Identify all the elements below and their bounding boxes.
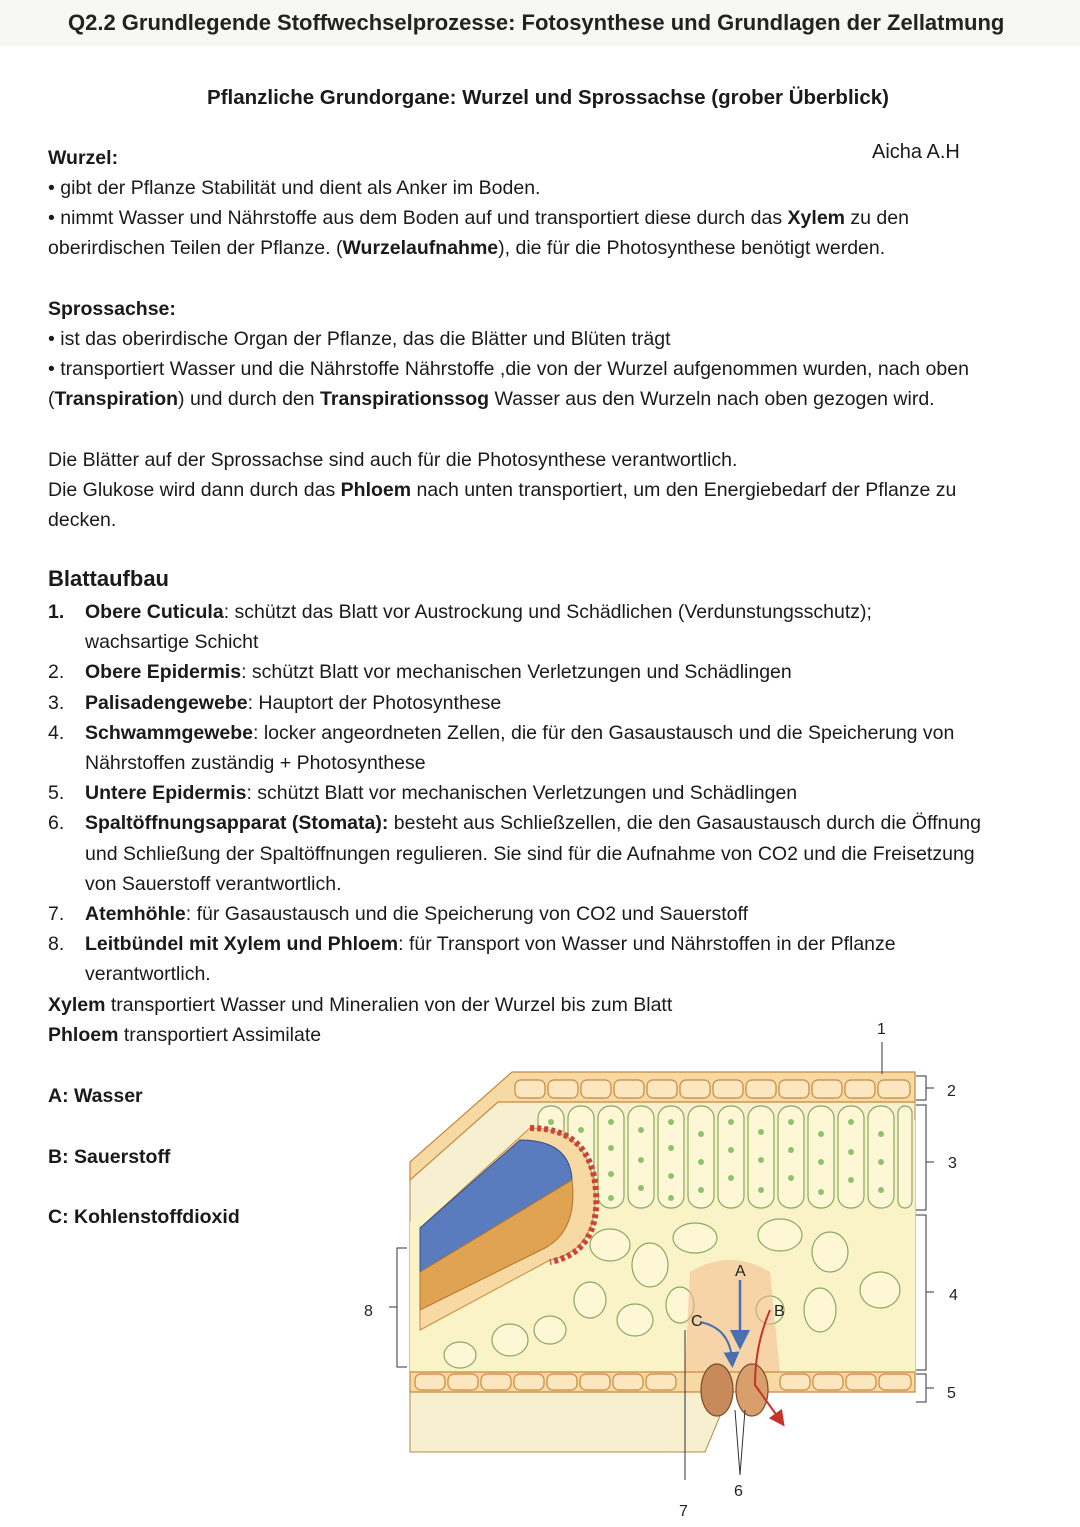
list-number: 5.: [48, 782, 65, 805]
text-run: nach unten transportiert, um den Energiebedarf der Pflanze zu: [411, 479, 957, 501]
list-item: [48, 688, 981, 718]
text-run: oberirdischen Teilen der Pflanze. (: [48, 237, 343, 259]
list-item: [48, 899, 981, 929]
list-text: : schützt Blatt vor mechanischen Verletzungen und Schädlingen: [241, 661, 792, 684]
blattaufbau-list: [48, 597, 981, 990]
list-number: 4.: [48, 721, 65, 744]
wurzel-heading: Wurzel:: [48, 147, 119, 169]
list-term: Obere Epidermis: [85, 661, 242, 684]
list-number: 7.: [48, 903, 65, 926]
term-wurzelaufnahme: Wurzelaufnahme: [342, 237, 499, 259]
author-name: Aicha A.H: [872, 141, 960, 163]
wurzel-line-2: [48, 203, 909, 233]
label-7: 7: [679, 1503, 688, 1520]
list-number: 1.: [48, 601, 65, 623]
text-run: Die Glukose wird dann durch das: [48, 479, 341, 501]
leaf-cross-section-diagram: [360, 1010, 1000, 1525]
text-run: zu den: [845, 207, 909, 229]
blattaufbau-heading: Blattaufbau: [48, 566, 169, 591]
spross-line-2: • transportiert Wasser und die Nährstoffe Nährstoffe ,die von der Wurzel aufgenommen wurden, nach oben: [48, 358, 969, 380]
list-item: [48, 778, 981, 808]
blaetter-line-1: Die Blätter auf der Sprossachse sind auch für die Photosynthese verantwortlich.: [48, 449, 738, 471]
blaetter-line-2: [48, 475, 956, 505]
legend-c: C: Kohlenstoffdioxid: [48, 1206, 240, 1228]
list-number: 6.: [48, 812, 65, 835]
text-run: (: [48, 388, 55, 410]
list-continuation: von Sauerstoff verantwortlich.: [85, 872, 342, 895]
wurzel-line-3: [48, 233, 885, 263]
legend-a: A: Wasser: [48, 1085, 143, 1107]
list-item: [48, 597, 981, 657]
list-number: 2.: [48, 661, 65, 684]
list-text: : locker angeordneten Zellen, die für den Gasaustausch und die Speicherung von: [252, 721, 955, 744]
list-term: Atemhöhle: [85, 903, 186, 926]
term-xylem: Xylem: [48, 994, 106, 1016]
list-continuation: verantwortlich.: [85, 963, 211, 986]
term-transpiration: Transpiration: [54, 388, 179, 410]
list-term: Leitbündel mit Xylem und Phloem: [85, 933, 399, 956]
label-a: A: [735, 1263, 746, 1280]
legend-b: B: Sauerstoff: [48, 1146, 171, 1168]
list-number: 8.: [48, 933, 65, 956]
term-transpirationssog: Transpirationssog: [320, 388, 490, 410]
text-run: ) und durch den: [178, 388, 321, 410]
list-text: besteht aus Schließzellen, die den Gasaustausch durch die Öffnung: [388, 812, 981, 835]
list-number: 3.: [48, 691, 65, 714]
list-term: Palisadengewebe: [85, 691, 248, 714]
text-run: • nimmt Wasser und Nährstoffe aus dem Boden auf und transportiert diese durch das: [48, 207, 788, 229]
list-text: : Hauptort der Photosynthese: [247, 691, 502, 714]
label-5: 5: [947, 1385, 956, 1402]
text-run: ), die für die Photosynthese benötigt werden.: [498, 237, 886, 259]
spross-line-1: • ist das oberirdische Organ der Pflanze, das die Blätter und Blüten trägt: [48, 328, 671, 350]
list-item: [48, 657, 981, 687]
list-item: [48, 718, 981, 778]
phloem-line: [48, 1020, 321, 1050]
label-c: C: [691, 1313, 703, 1330]
text-run: transportiert Wasser und Mineralien von der Wurzel bis zum Blatt: [105, 994, 673, 1016]
term-phloem: Phloem: [48, 1024, 119, 1046]
list-continuation: Nährstoffen zuständig + Photosynthese: [85, 752, 426, 775]
list-term: Schwammgewebe: [85, 721, 253, 744]
list-continuation: wachsartige Schicht: [85, 631, 259, 654]
list-text: : schützt das Blatt vor Austrockung und Schädlichen (Verdunstungsschutz);: [223, 601, 872, 623]
page-title: Q2.2 Grundlegende Stoffwechselprozesse: Fotosynthese und Grundlagen der Zellatmung: [68, 10, 1005, 35]
label-6: 6: [734, 1483, 743, 1500]
list-text: : schützt Blatt vor mechanischen Verletzungen und Schädlingen: [246, 782, 798, 805]
term-phloem: Phloem: [340, 479, 412, 501]
list-text: : für Transport von Wasser und Nährstoffen in der Pflanze: [398, 933, 896, 956]
spross-heading: Sprossachse:: [48, 298, 176, 320]
label-4: 4: [949, 1287, 958, 1304]
label-3: 3: [948, 1155, 957, 1172]
text-run: transportiert Assimilate: [118, 1024, 322, 1046]
text-run: Wasser aus den Wurzeln nach oben gezogen wird.: [489, 388, 935, 410]
lower-epidermis: [410, 1372, 915, 1392]
list-term: Spaltöffnungsapparat (Stomata):: [85, 812, 389, 835]
label-b: B: [774, 1303, 785, 1320]
label-8: 8: [364, 1303, 373, 1320]
list-continuation: und Schließung der Spaltöffnungen regulieren. Sie sind für die Aufnahme von CO2 und die Freisetzung: [85, 842, 975, 865]
wurzel-line-1: • gibt der Pflanze Stabilität und dient als Anker im Boden.: [48, 177, 541, 199]
label-2: 2: [947, 1083, 956, 1100]
list-item: [48, 808, 981, 899]
list-text: : für Gasaustausch und die Speicherung von CO2 und Sauerstoff: [185, 903, 749, 926]
list-term: Obere Cuticula: [85, 601, 224, 623]
blaetter-line-3: decken.: [48, 509, 117, 531]
label-1: 1: [877, 1021, 886, 1038]
term-xylem: Xylem: [787, 207, 845, 229]
list-term: Untere Epidermis: [85, 782, 247, 805]
spross-line-3: [48, 384, 935, 414]
section-subtitle: Pflanzliche Grundorgane: Wurzel und Sprossachse (grober Überblick): [207, 86, 889, 109]
list-item: [48, 929, 981, 989]
